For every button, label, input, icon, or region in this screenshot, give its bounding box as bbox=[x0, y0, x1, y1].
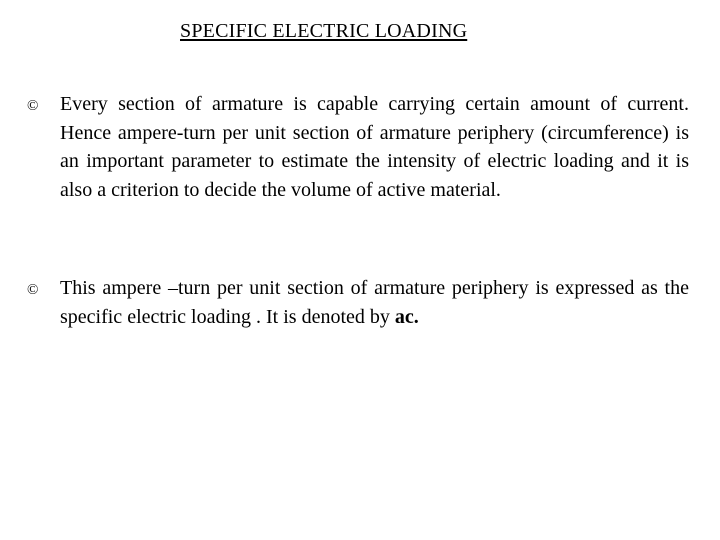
bullet-text-2-emphasis: ac. bbox=[394, 305, 419, 328]
bullet-text-2 bbox=[60, 274, 689, 331]
bullet-marker-icon: © bbox=[27, 282, 39, 298]
bullet-item-2 bbox=[27, 274, 689, 331]
bullet-text-1: Every section of armature is capable carrying certain amount of current. Hence ampere-turn per unit section of armature periphery (circumference) is an important parameter to estimate the intensity of electric loading and it is also a criterion to decide the volume of active material. bbox=[60, 93, 689, 201]
bullet-marker-icon: © bbox=[27, 98, 39, 114]
bullet-text-2-body: This ampere –turn per unit section of armature periphery is expressed as the specific electric loading . It is denoted by bbox=[60, 277, 689, 328]
slide-title: SPECIFIC ELECTRIC LOADING bbox=[180, 20, 468, 42]
bullet-item-1 bbox=[27, 90, 689, 204]
